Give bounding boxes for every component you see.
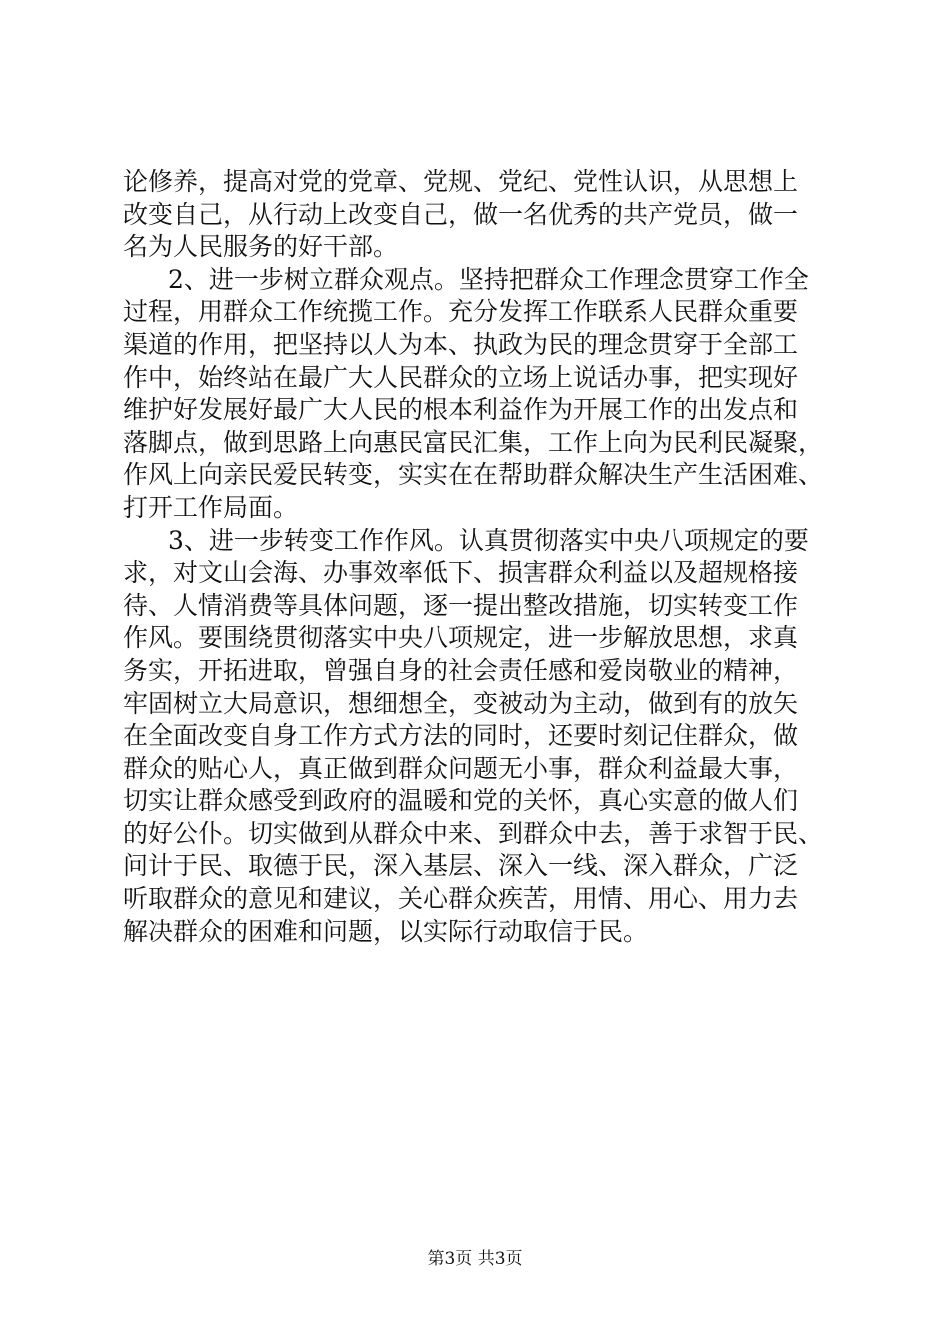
text-line: 听取群众的意见和建议，关心群众疾苦，用情、用心、用力去: [123, 884, 799, 914]
text-line: 切实让群众感受到政府的温暖和党的关怀，真心实意的做人们: [123, 786, 799, 816]
text-line: 的好公仆。切实做到从群众中来、到群众中去，善于求智于民、: [123, 818, 824, 848]
text-line: 在全面改变自身工作方式方法的同时，还要时刻记住群众，做: [123, 721, 799, 751]
text-line: 待、人情消费等具体问题，逐一提出整改措施，切实转变工作: [123, 590, 799, 620]
page-number-footer: 第3页 共3页: [427, 1249, 523, 1269]
text-line: 求，对文山会海、办事效率低下、损害群众利益以及超规格接: [123, 558, 799, 588]
text-line: 论修养，提高对党的党章、党规、党纪、党性认识，从思想上: [123, 167, 799, 196]
text-line: 名为人民服务的好干部。: [123, 232, 399, 262]
text-line: 解决群众的困难和问题，以实际行动取信于民。: [123, 916, 649, 946]
text-line: 牢固树立大局意识，想细想全，变被动为主动，做到有的放矢: [123, 688, 799, 718]
text-line: 问计于民、取德于民，深入基层、深入一线、深入群众，广泛: [123, 851, 799, 881]
text-line: 作风上向亲民爱民转变，实实在在帮助群众解决生产生活困难、: [123, 460, 824, 490]
text-line: 打开工作局面。: [123, 492, 299, 522]
text-line: 群众的贴心人，真正做到群众问题无小事，群众利益最大事，: [123, 753, 799, 783]
text-line: 落脚点，做到思路上向惠民富民汇集，工作上向为民利民凝聚，: [123, 427, 824, 457]
paragraph-3-first-line: 3、进一步转变工作作风。认真贯彻落实中央八项规定的要: [168, 525, 809, 555]
text-line: 务实，开拓进取，曾强自身的社会责任感和爱岗敬业的精神，: [123, 655, 799, 685]
text-line: 渠道的作用，把坚持以人为本、执政为民的理念贯穿于全部工: [123, 329, 799, 359]
text-line: 维护好发展好最广大人民的根本利益作为开展工作的出发点和: [123, 395, 799, 425]
paragraph-2-first-line: 2、进一步树立群众观点。坚持把群众工作理念贯穿工作全: [168, 264, 809, 294]
text-line: 改变自己，从行动上改变自己，做一名优秀的共产党员，做一: [123, 199, 799, 229]
text-line: 作中，始终站在最广大人民群众的立场上说话办事，把实现好: [123, 362, 799, 392]
document-body: [123, 166, 843, 948]
text-line: 作风。要围绕贯彻落实中央八项规定，进一步解放思想，求真: [123, 623, 799, 653]
text-line: 过程，用群众工作统揽工作。充分发挥工作联系人民群众重要: [123, 297, 799, 327]
